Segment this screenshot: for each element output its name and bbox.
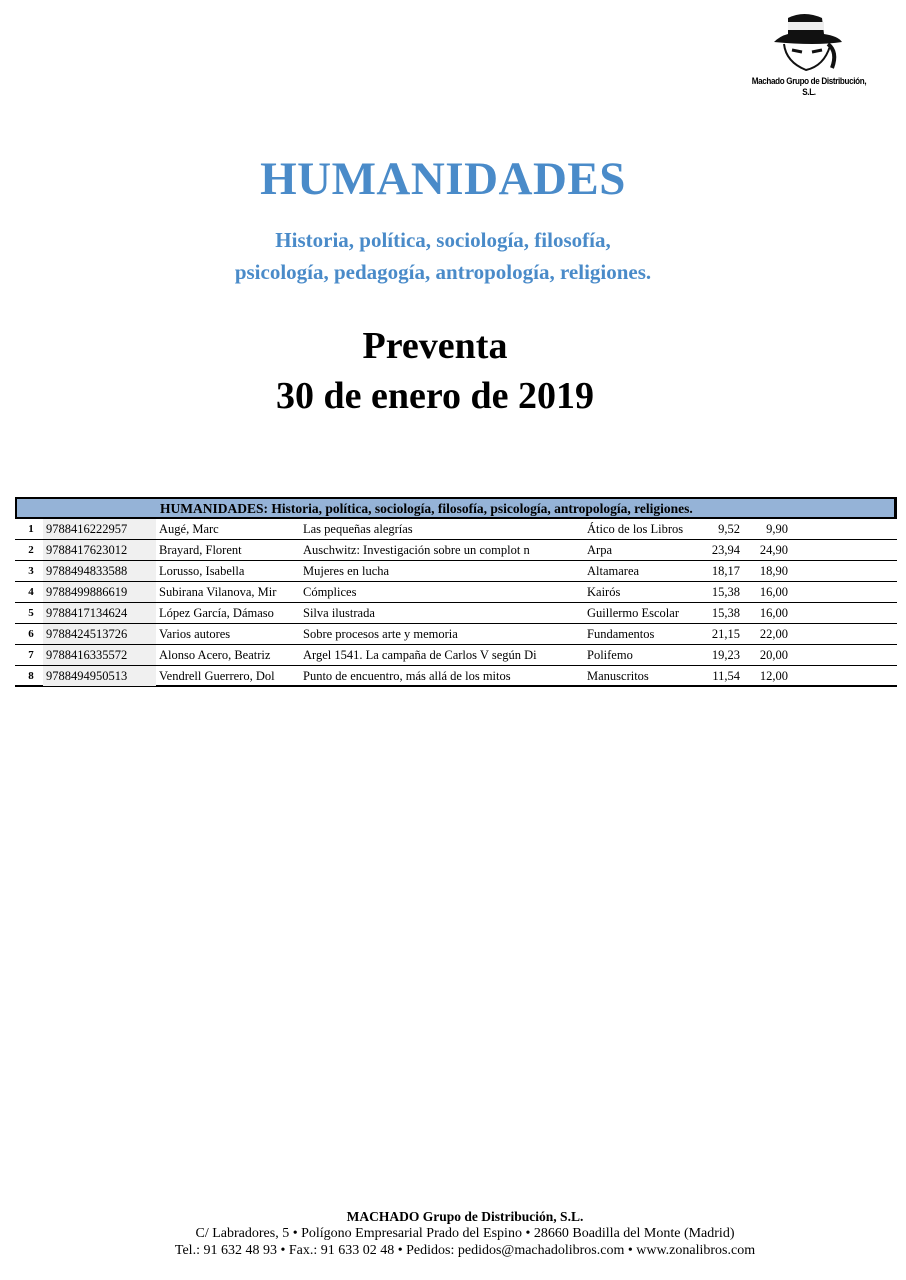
isbn-cell: 9788417134624 (43, 603, 156, 623)
price-cell: 22,00 (759, 627, 788, 641)
isbn-cell: 9788416222957 (43, 519, 156, 539)
isbn-cell: 9788424513726 (43, 624, 156, 644)
row-number: 5 (28, 607, 34, 619)
row-number: 3 (28, 565, 34, 577)
price-net-cell: 23,94 (711, 543, 740, 557)
title-cell: Argel 1541. La campaña de Carlos V según Di (303, 648, 537, 662)
table-row (15, 666, 897, 687)
author-cell: Alonso Acero, Beatriz (159, 648, 271, 662)
footer-company: MACHADO Grupo de Distribución, S.L. (346, 1209, 584, 1224)
publisher-cell: Manuscritos (587, 669, 649, 683)
page-title: HUMANIDADES (260, 153, 626, 205)
table-row (15, 582, 897, 603)
price-cell: 24,90 (759, 543, 788, 557)
subtitle-line-2: psicología, pedagogía, antropología, religiones. (234, 260, 652, 284)
publisher-cell: Altamarea (587, 564, 640, 578)
books-table (15, 497, 897, 687)
price-cell: 12,00 (759, 669, 788, 683)
footer-contact: Tel.: 91 632 48 93 • Fax.: 91 633 02 48 • Pedidos: pedidos@machadolibros.com • www.zonalibros.com (174, 1243, 756, 1258)
table-row (15, 645, 897, 666)
row-number: 6 (28, 628, 34, 640)
publisher-cell: Kairós (587, 585, 621, 599)
title-cell: Las pequeñas alegrías (303, 522, 413, 536)
author-cell: Lorusso, Isabella (159, 564, 245, 578)
price-cell: 16,00 (759, 585, 788, 599)
title-cell: Punto de encuentro, más allá de los mitos (303, 669, 511, 683)
price-net-cell: 21,15 (711, 627, 740, 641)
table-row (15, 540, 897, 561)
row-number: 1 (28, 523, 34, 535)
publisher-cell: Ático de los Libros (587, 522, 684, 536)
isbn-cell: 9788499886619 (43, 582, 156, 602)
title-cell: Auschwitz: Investigación sobre un complot n (303, 543, 530, 557)
preventa-heading: Preventa (362, 325, 508, 367)
author-cell: Brayard, Florent (159, 543, 242, 557)
author-cell: Varios autores (159, 627, 231, 641)
table-row (15, 624, 897, 645)
publisher-cell: Guillermo Escolar (587, 606, 679, 620)
price-net-cell: 15,38 (711, 585, 740, 599)
price-cell: 9,90 (766, 522, 788, 536)
price-cell: 20,00 (759, 648, 788, 662)
author-cell: Vendrell Guerrero, Dol (159, 669, 275, 683)
man-with-hat-icon (766, 12, 852, 74)
author-cell: Augé, Marc (159, 522, 219, 536)
price-net-cell: 15,38 (711, 606, 740, 620)
publisher-cell: Fundamentos (587, 627, 655, 641)
preventa-date: 30 de enero de 2019 (275, 375, 595, 417)
isbn-cell: 9788417623012 (43, 540, 156, 560)
row-number: 4 (28, 586, 34, 598)
table-heading: HUMANIDADES: Historia, política, sociología, filosofía, psicología, antropología, religiones. (15, 497, 897, 519)
table-row (15, 603, 897, 624)
price-cell: 18,90 (759, 564, 788, 578)
author-cell: López García, Dámaso (159, 606, 274, 620)
isbn-cell: 9788416335572 (43, 645, 156, 665)
isbn-cell: 9788494950513 (43, 666, 156, 686)
price-net-cell: 11,54 (712, 669, 740, 683)
row-number: 7 (28, 649, 34, 661)
table-row (15, 561, 897, 582)
title-cell: Sobre procesos arte y memoria (303, 627, 458, 641)
company-logo (736, 12, 882, 98)
title-cell: Mujeres en lucha (303, 564, 390, 578)
price-cell: 16,00 (759, 606, 788, 620)
title-cell: Silva ilustrada (303, 606, 375, 620)
logo-text: Machado Grupo de Distribución, S.L. (751, 76, 867, 98)
footer-address: C/ Labradores, 5 • Polígono Empresarial Prado del Espino • 28660 Boadilla del Monte (Madrid) (195, 1226, 735, 1241)
row-number: 8 (28, 670, 34, 682)
table-row (15, 519, 897, 540)
publisher-cell: Arpa (587, 543, 612, 557)
price-net-cell: 19,23 (711, 648, 740, 662)
author-cell: Subirana Vilanova, Mir (159, 585, 277, 599)
title-cell: Cómplices (303, 585, 357, 599)
row-number: 2 (28, 544, 34, 556)
publisher-cell: Polifemo (587, 648, 633, 662)
subtitle-line-1: Historia, política, sociología, filosofía, (275, 228, 611, 252)
price-net-cell: 18,17 (711, 564, 740, 578)
isbn-cell: 9788494833588 (43, 561, 156, 581)
price-net-cell: 9,52 (718, 522, 740, 536)
